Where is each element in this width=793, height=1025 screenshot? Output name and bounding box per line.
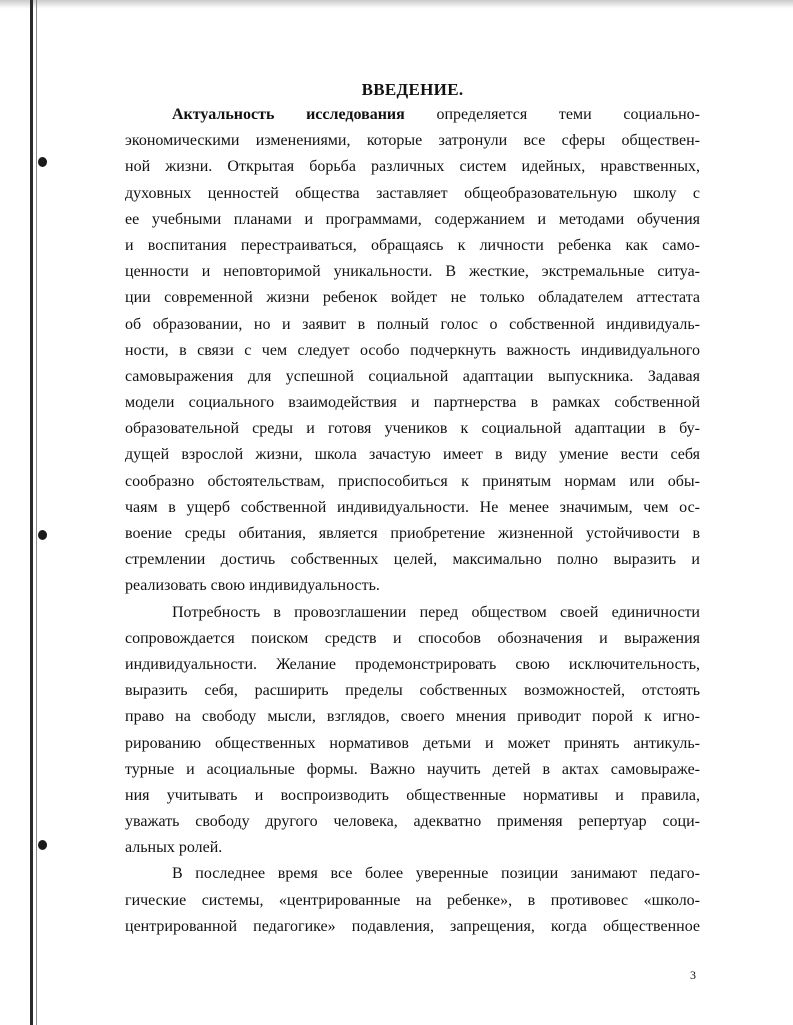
text-line: ции современной жизни ребенок войдет не только обладателем аттестата — [125, 289, 700, 307]
text-line: В последнее время все более уверенные позиции занимают педаго- — [172, 865, 700, 883]
paragraph-1 — [125, 102, 700, 600]
paragraph-2 — [125, 600, 700, 862]
text-line: центрированной педагогике» подавления, запрещения, когда общественное — [125, 917, 700, 935]
page-number: 3 — [690, 968, 696, 982]
text-line: турные и асоциальные формы. Важно научить детей в актах самовыраже- — [125, 760, 700, 778]
text-line: ной жизни. Открытая борьба различных систем идейных, нравственных, — [125, 158, 700, 176]
text-line: самовыражения для успешной социальной адаптации выпускника. Задавая — [125, 367, 700, 385]
punch-hole-mark — [38, 840, 47, 850]
text-line: экономическими изменениями, которые затронули все сферы обществен- — [125, 132, 700, 150]
text-line: об образовании, но и заявит в полный голос о собственной индивидуаль- — [125, 315, 700, 333]
text-line: право на свободу мысли, взглядов, своего мнения приводит порой к игно- — [125, 708, 700, 726]
text-line: индивидуальности. Желание продемонстрировать свою исключительность, — [125, 655, 700, 673]
document-body — [125, 79, 700, 940]
text-line: ния учитывать и воспроизводить общественные нормативы и правила, — [125, 786, 700, 804]
text-fragment: определяется теми социально- — [404, 106, 700, 123]
text-line: модели социального взаимодействия и партнерства в рамках собственной — [125, 394, 700, 412]
lead-bold-text: Актуальность исследования — [172, 106, 405, 123]
punch-hole-mark — [38, 157, 47, 167]
text-line: сопровождается поиском средств и способов обозначения и выражения — [125, 629, 700, 647]
text-line: альных ролей. — [125, 839, 223, 857]
text-line: стремлении достичь собственных целей, максимально полно выразить и — [125, 551, 700, 569]
paragraph-3 — [125, 861, 700, 940]
text-line — [125, 102, 700, 128]
scan-top-edge — [0, 0, 793, 9]
text-line: воение среды обитания, является приобретение жизненной устойчивости в — [125, 525, 700, 542]
text-line: и воспитания перестраиваться, обращаясь к личности ребенка как само- — [125, 236, 700, 254]
document-title: ВВЕДЕНИЕ. — [361, 80, 464, 99]
text-line: рированию общественных нормативов детьми и может принять антикуль- — [125, 734, 700, 752]
text-line: реализовать свою индивидуальность. — [125, 577, 380, 595]
text-line: образовательной среды и готовя учеников к социальной адаптации в бу- — [125, 420, 700, 438]
text-line: ценности и неповторимой уникальности. В жесткие, экстремальные ситуа- — [125, 263, 700, 281]
text-line: гические системы, «центрированные на ребенке», в противовес «школо- — [125, 891, 700, 909]
text-line: ее учебными планами и программами, содержанием и методами обучения — [125, 210, 700, 228]
punch-hole-mark — [38, 530, 47, 540]
text-line: Потребность в провозглашении перед обществом своей единичности — [172, 603, 700, 621]
text-line: уважать свободу другого человека, адекватно применяя репертуар соци- — [125, 813, 700, 831]
text-line: сообразно обстоятельствам, приспособиться к принятым нормам или обы- — [125, 472, 700, 490]
text-line: духовных ценностей общества заставляет общеобразовательную школу с — [125, 184, 700, 202]
text-line: чаям в ущерб собственной индивидуальности. Не менее значимым, чем ос- — [125, 498, 700, 516]
scan-left-edge — [30, 0, 33, 1025]
text-line: выразить себя, расширить пределы собственных возможностей, отстоять — [125, 682, 700, 700]
text-line: дущей взрослой жизни, школа зачастую имеет в виду умение вести себя — [125, 446, 700, 464]
scan-left-edge-shadow — [36, 0, 37, 1025]
text-line: ности, в связи с чем следует особо подчеркнуть важность индивидуального — [125, 341, 700, 359]
